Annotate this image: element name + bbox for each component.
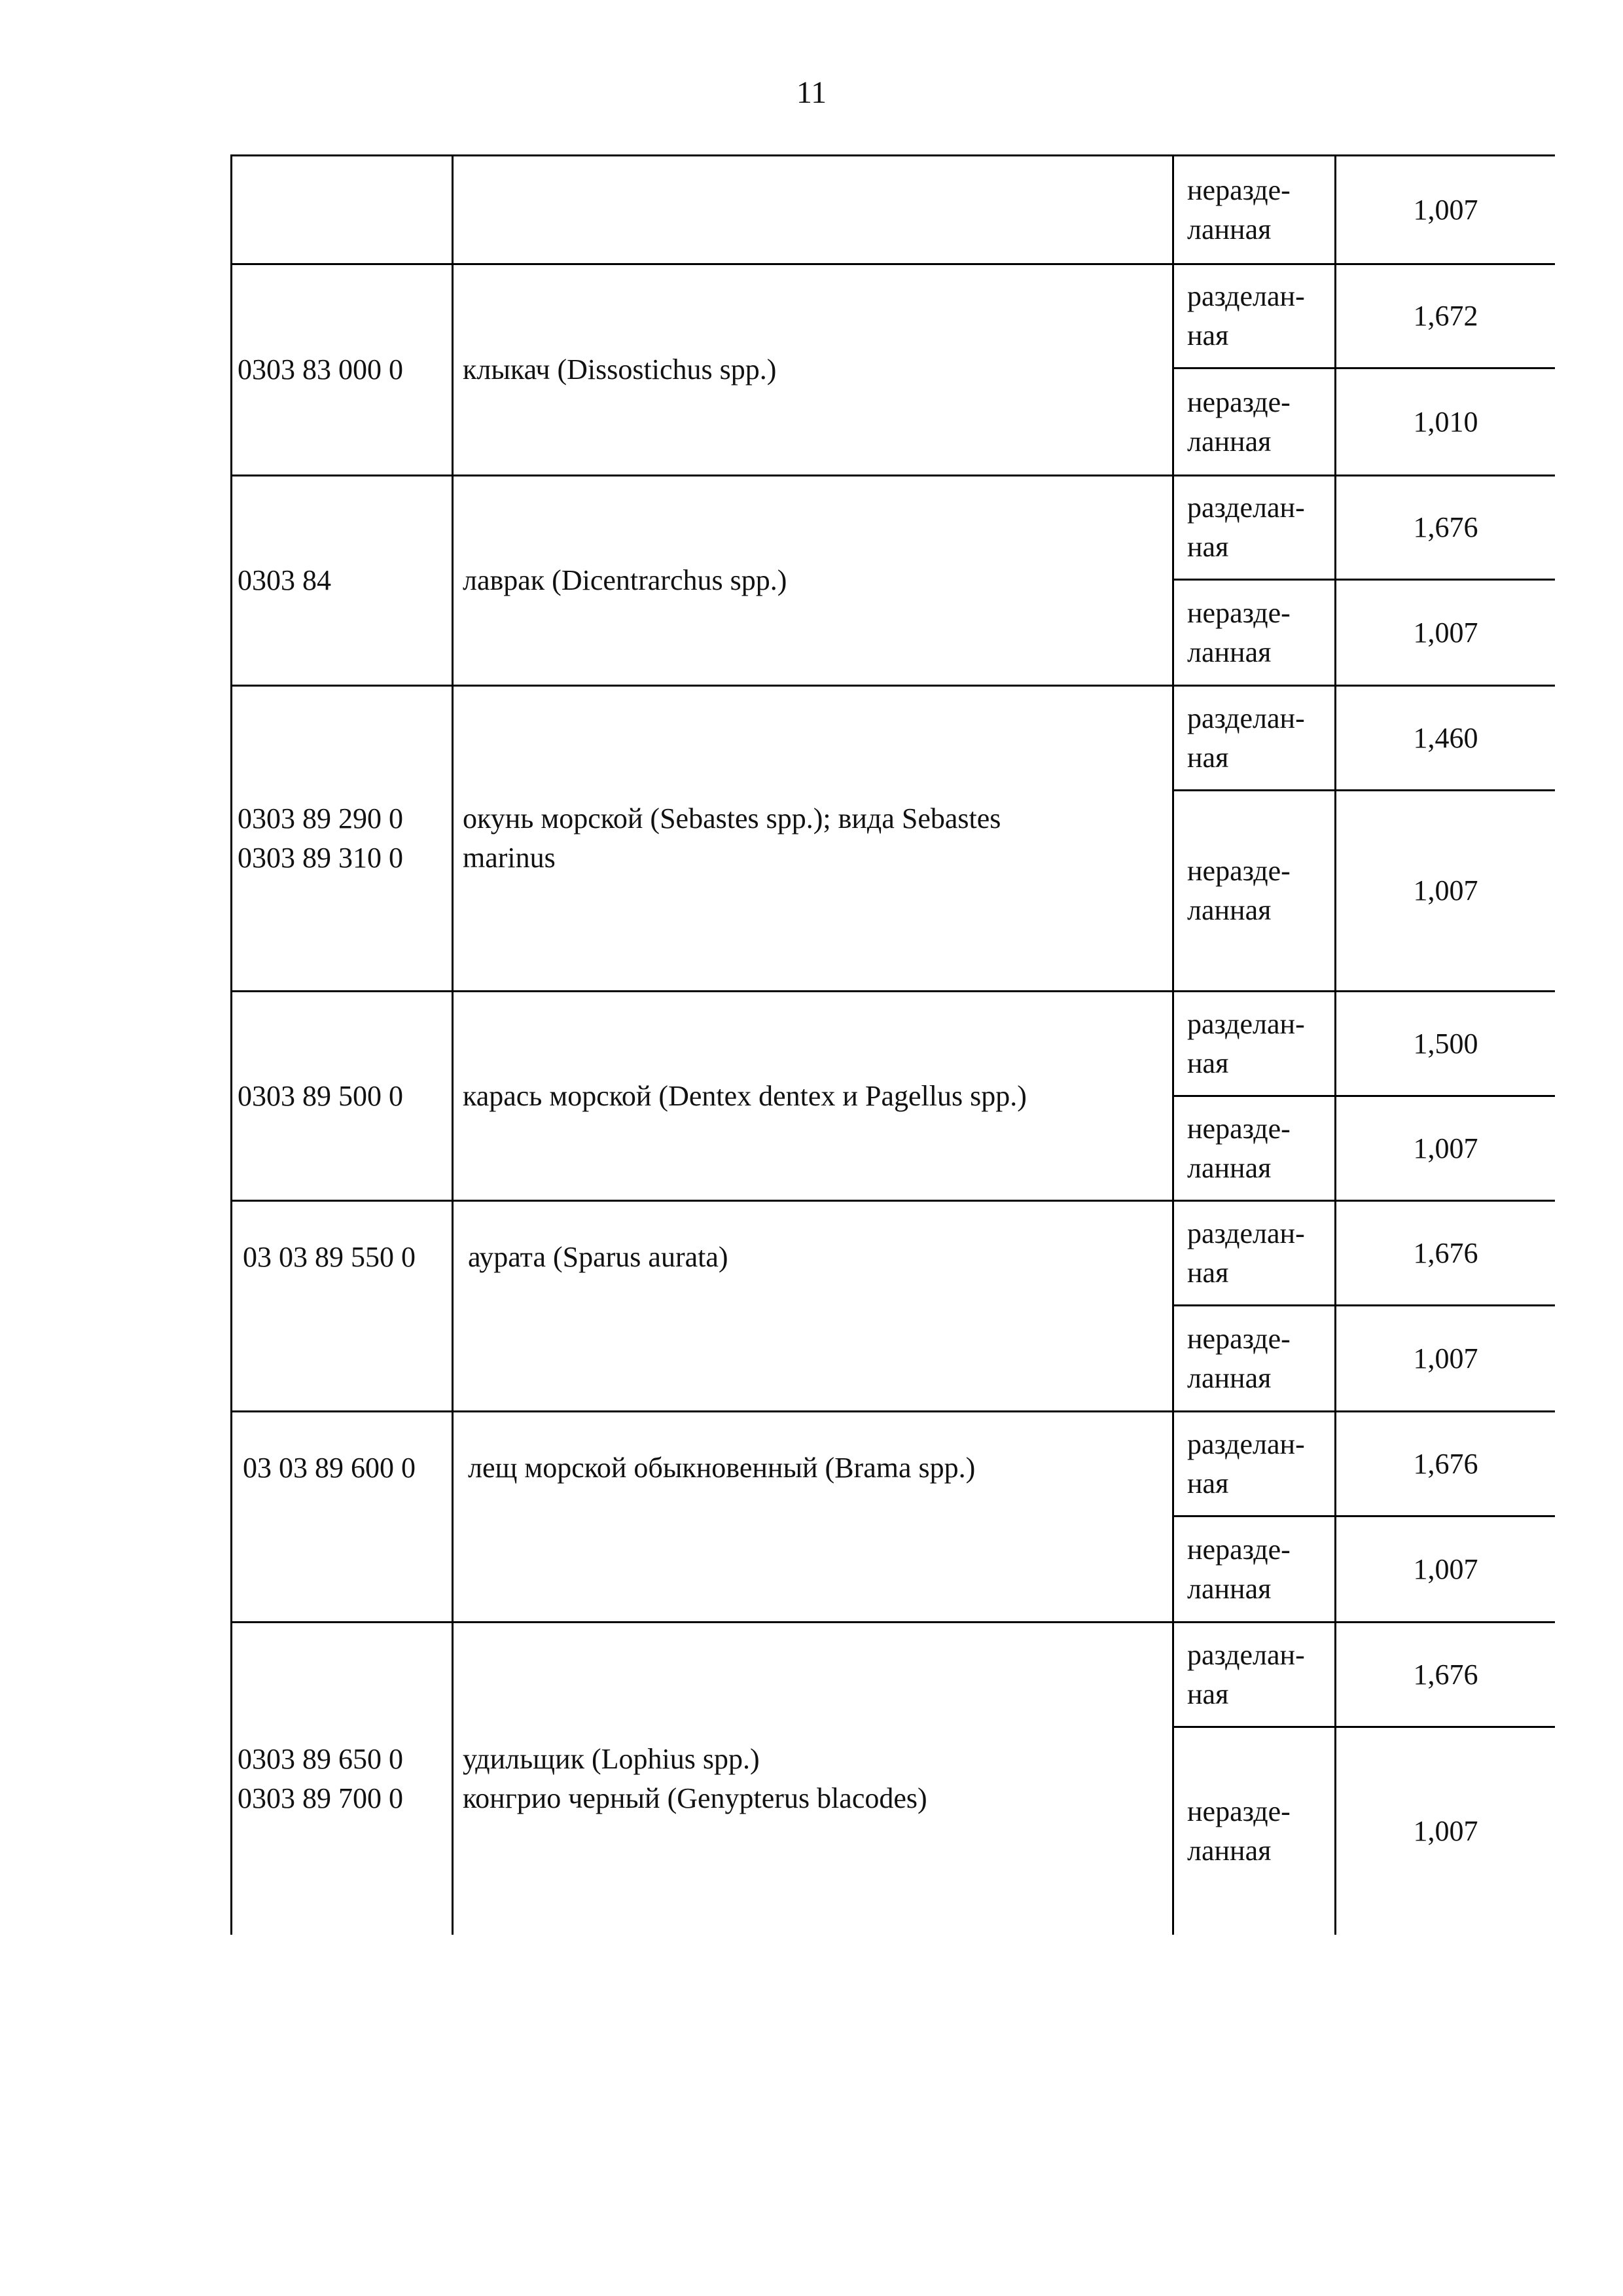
row-6-entry-0-state-line-1: разделан- bbox=[1187, 1427, 1305, 1460]
row-5-code-1: 03 03 89 550 0 bbox=[243, 1241, 416, 1273]
row-3-entry-0-value: 1,460 bbox=[1413, 721, 1478, 754]
row-6-name-1: лещ морской обыкновенный (Brama spp.) bbox=[468, 1452, 976, 1484]
row-0-entry-0-state-cell bbox=[1174, 156, 1336, 265]
row-3-code-cell bbox=[232, 687, 454, 992]
row-5-entry-1-state-cell bbox=[1174, 1306, 1336, 1412]
row-1-entry-1-value-cell bbox=[1336, 369, 1555, 476]
row-0-entry-0-value-cell bbox=[1336, 156, 1555, 265]
row-5-entry-0-state-line-1: разделан- bbox=[1187, 1217, 1305, 1249]
row-6-code-1: 03 03 89 600 0 bbox=[243, 1452, 416, 1484]
row-1-entry-0-value: 1,672 bbox=[1413, 300, 1478, 332]
row-3-entry-1-state-line-1: неразде- bbox=[1187, 855, 1291, 887]
row-5-entry-0-value-cell bbox=[1336, 1202, 1555, 1306]
row-7-entry-1-state-line-2: ланная bbox=[1187, 1835, 1272, 1867]
row-3-entry-1-value-cell bbox=[1336, 791, 1555, 992]
row-7-entry-0-value: 1,676 bbox=[1413, 1658, 1478, 1691]
row-6-name-cell bbox=[454, 1412, 1174, 1623]
row-6-entry-1-state-line-2: ланная bbox=[1187, 1572, 1272, 1605]
row-3-entry-0-state-line-1: разделан- bbox=[1187, 702, 1305, 734]
row-7-entry-1-value-cell bbox=[1336, 1728, 1555, 1935]
row-2-code-cell bbox=[232, 476, 454, 687]
row-1-entry-0-state-line-2: ная bbox=[1187, 319, 1229, 351]
page-number: 11 bbox=[796, 75, 827, 110]
row-2-entry-0-value: 1,676 bbox=[1413, 511, 1478, 543]
row-4-entry-0-value-cell bbox=[1336, 992, 1555, 1097]
row-4-entry-0-state-line-1: разделан- bbox=[1187, 1007, 1305, 1040]
row-3-code-2: 0303 89 310 0 bbox=[238, 842, 403, 874]
row-5-name-1: аурата (Sparus aurata) bbox=[468, 1241, 728, 1273]
row-1-entry-1-state-line-1: неразде- bbox=[1187, 386, 1291, 418]
row-3-entry-0-state-line-2: ная bbox=[1187, 741, 1229, 774]
row-2-entry-0-value-cell bbox=[1336, 476, 1555, 581]
row-6-entry-0-value-cell bbox=[1336, 1412, 1555, 1517]
row-5-entry-0-state-line-2: ная bbox=[1187, 1256, 1229, 1289]
row-5-entry-1-value-cell bbox=[1336, 1306, 1555, 1412]
row-4-entry-1-state-line-2: ланная bbox=[1187, 1151, 1272, 1184]
row-0-entry-0-state-line-2: ланная bbox=[1187, 213, 1272, 245]
row-0-name-cell bbox=[454, 156, 1174, 265]
row-1-code-1: 0303 83 000 0 bbox=[238, 353, 403, 386]
row-5-entry-1-state-line-1: неразде- bbox=[1187, 1322, 1291, 1355]
row-6-entry-1-value: 1,007 bbox=[1413, 1552, 1478, 1585]
row-4-entry-0-value: 1,500 bbox=[1413, 1027, 1478, 1060]
row-7-entry-0-value-cell bbox=[1336, 1623, 1555, 1728]
row-7-code-cell bbox=[232, 1623, 454, 1935]
row-3-name-1: окунь морской (Sebastes spp.); вида Sebastes bbox=[463, 802, 1001, 834]
row-2-entry-0-state-line-1: разделан- bbox=[1187, 492, 1305, 524]
row-7-code-2: 0303 89 700 0 bbox=[238, 1782, 403, 1814]
row-7-code-1: 0303 89 650 0 bbox=[238, 1743, 403, 1775]
row-7-entry-1-state-cell bbox=[1174, 1728, 1336, 1935]
row-2-entry-1-state-line-2: ланная bbox=[1187, 636, 1272, 668]
row-6-entry-0-state-line-2: ная bbox=[1187, 1467, 1229, 1499]
row-6-entry-0-value: 1,676 bbox=[1413, 1447, 1478, 1480]
row-4-entry-1-state-cell bbox=[1174, 1097, 1336, 1202]
row-1-name-cell bbox=[454, 265, 1174, 476]
row-3-entry-0-value-cell bbox=[1336, 687, 1555, 791]
row-3-name-2: marinus bbox=[463, 842, 556, 874]
row-3-entry-1-state-line-2: ланная bbox=[1187, 894, 1272, 926]
row-1-code-cell bbox=[232, 265, 454, 476]
row-7-entry-0-state-line-1: разделан- bbox=[1187, 1638, 1305, 1671]
row-7-entry-1-value: 1,007 bbox=[1413, 1815, 1478, 1847]
row-0-entry-0-value: 1,007 bbox=[1413, 193, 1478, 226]
coefficients-table bbox=[230, 154, 1555, 1935]
row-7-name-cell bbox=[454, 1623, 1174, 1935]
row-2-entry-1-state-cell bbox=[1174, 581, 1336, 687]
row-4-code-1: 0303 89 500 0 bbox=[238, 1079, 403, 1112]
row-6-code-cell bbox=[232, 1412, 454, 1623]
row-7-name-1: удильщик (Lophius spp.) bbox=[463, 1743, 760, 1775]
row-2-entry-0-state-line-2: ная bbox=[1187, 531, 1229, 563]
row-1-entry-1-state-line-2: ланная bbox=[1187, 425, 1272, 457]
row-4-code-cell bbox=[232, 992, 454, 1202]
row-0-entry-0-state-line-1: неразде- bbox=[1187, 173, 1291, 206]
row-3-name-cell bbox=[454, 687, 1174, 992]
row-5-entry-1-value: 1,007 bbox=[1413, 1342, 1478, 1374]
row-0-code-cell bbox=[232, 156, 454, 265]
row-6-entry-1-value-cell bbox=[1336, 1517, 1555, 1623]
row-4-entry-0-state-line-2: ная bbox=[1187, 1047, 1229, 1079]
row-2-name-1: лаврак (Dicentrarchus spp.) bbox=[463, 564, 787, 596]
row-1-entry-0-state-cell bbox=[1174, 265, 1336, 369]
row-7-entry-0-state-line-2: ная bbox=[1187, 1677, 1229, 1710]
row-4-entry-1-value: 1,007 bbox=[1413, 1132, 1478, 1164]
row-7-entry-0-state-cell bbox=[1174, 1623, 1336, 1728]
row-6-entry-0-state-cell bbox=[1174, 1412, 1336, 1517]
row-6-entry-1-state-cell bbox=[1174, 1517, 1336, 1623]
row-1-entry-0-state-line-1: разделан- bbox=[1187, 280, 1305, 312]
row-1-entry-1-state-cell bbox=[1174, 369, 1336, 476]
row-7-name-2: конгрио черный (Genypterus blacodes) bbox=[463, 1782, 927, 1814]
row-2-entry-1-value-cell bbox=[1336, 581, 1555, 687]
row-2-entry-1-value: 1,007 bbox=[1413, 616, 1478, 649]
row-6-entry-1-state-line-1: неразде- bbox=[1187, 1533, 1291, 1566]
row-4-entry-1-state-line-1: неразде- bbox=[1187, 1112, 1291, 1145]
row-3-entry-1-value: 1,007 bbox=[1413, 874, 1478, 906]
row-1-name-1: клыкач (Dissostichus spp.) bbox=[463, 353, 777, 386]
row-4-entry-1-value-cell bbox=[1336, 1097, 1555, 1202]
row-3-entry-0-state-cell bbox=[1174, 687, 1336, 791]
row-1-entry-0-value-cell bbox=[1336, 265, 1555, 369]
row-4-name-1: карась морской (Dentex dentex и Pagellus spp.) bbox=[463, 1079, 1027, 1112]
row-2-name-cell bbox=[454, 476, 1174, 687]
row-2-entry-1-state-line-1: неразде- bbox=[1187, 596, 1291, 629]
row-5-name-cell bbox=[454, 1202, 1174, 1412]
row-5-entry-0-state-cell bbox=[1174, 1202, 1336, 1306]
row-7-entry-1-state-line-1: неразде- bbox=[1187, 1795, 1291, 1827]
row-3-entry-1-state-cell bbox=[1174, 791, 1336, 992]
row-3-code-1: 0303 89 290 0 bbox=[238, 802, 403, 834]
row-5-entry-1-state-line-2: ланная bbox=[1187, 1361, 1272, 1394]
row-2-entry-0-state-cell bbox=[1174, 476, 1336, 581]
row-2-code-1: 0303 84 bbox=[238, 564, 331, 596]
row-1-entry-1-value: 1,010 bbox=[1413, 405, 1478, 438]
row-5-entry-0-value: 1,676 bbox=[1413, 1236, 1478, 1269]
row-5-code-cell bbox=[232, 1202, 454, 1412]
row-4-entry-0-state-cell bbox=[1174, 992, 1336, 1097]
row-4-name-cell bbox=[454, 992, 1174, 1202]
